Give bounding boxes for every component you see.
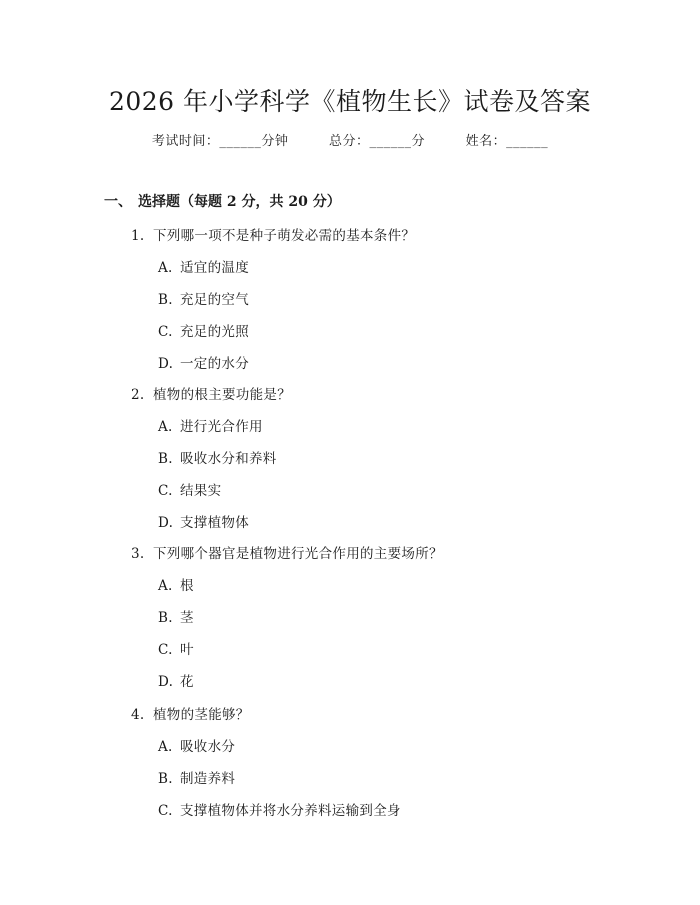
option-letter: A.	[158, 419, 173, 435]
question-text: 植物的根主要功能是？	[153, 387, 291, 403]
option-text: 吸收水分和养料	[180, 451, 277, 467]
page-title: 2026 年小学科学《植物生长》试卷及答案	[108, 87, 592, 116]
exam-time: 考试时间：______分钟	[151, 134, 289, 149]
option-text: 一定的水分	[180, 356, 249, 372]
exam-score: 总分：______分	[328, 134, 425, 149]
option-text: 支撑植物体并将水分养料运输到全身	[180, 803, 401, 819]
question-number: 1.	[131, 228, 145, 244]
question-2	[131, 383, 291, 403]
question-number: 4.	[131, 707, 145, 723]
option-text: 吸收水分	[180, 739, 236, 755]
option-3a	[158, 574, 194, 594]
option-letter: D.	[158, 515, 174, 531]
option-letter: B.	[158, 292, 173, 308]
option-1d	[158, 352, 249, 372]
option-4a	[158, 735, 235, 755]
option-letter: C.	[158, 483, 173, 499]
option-letter: B.	[158, 610, 173, 626]
section-heading	[104, 191, 341, 211]
option-1b	[158, 288, 249, 308]
option-text: 适宜的温度	[180, 260, 249, 276]
question-text: 下列哪个器官是植物进行光合作用的主要场所？	[153, 546, 443, 562]
question-number: 2.	[131, 387, 145, 403]
option-text: 叶	[180, 642, 194, 658]
option-4c	[158, 799, 401, 819]
question-1	[131, 224, 415, 244]
option-letter: D.	[158, 674, 174, 690]
option-text: 充足的光照	[180, 324, 249, 340]
option-letter: A.	[158, 739, 173, 755]
option-2d	[158, 511, 249, 531]
option-1c	[158, 320, 249, 340]
option-text: 根	[180, 578, 194, 594]
option-text: 充足的空气	[180, 292, 249, 308]
option-text: 结果实	[180, 483, 222, 499]
section-title: 选择题（每题 2 分，共 20 分）	[138, 194, 341, 210]
option-4b	[158, 767, 235, 787]
question-4	[131, 703, 250, 723]
option-2c	[158, 479, 221, 499]
option-letter: C.	[158, 642, 173, 658]
option-1a	[158, 256, 249, 276]
option-letter: D.	[158, 356, 174, 372]
option-2a	[158, 415, 263, 435]
question-3	[131, 542, 443, 562]
option-text: 茎	[180, 610, 194, 626]
option-letter: A.	[158, 578, 173, 594]
option-text: 进行光合作用	[180, 419, 263, 435]
option-text: 支撑植物体	[180, 515, 249, 531]
option-letter: A.	[158, 260, 173, 276]
exam-info	[0, 130, 700, 149]
option-3b	[158, 606, 194, 626]
option-letter: C.	[158, 803, 173, 819]
question-text: 植物的茎能够？	[153, 707, 250, 723]
option-text: 制造养料	[180, 771, 236, 787]
option-letter: B.	[158, 771, 173, 787]
option-2b	[158, 447, 277, 467]
option-3d	[158, 670, 194, 690]
section-number: 一、	[104, 194, 132, 210]
option-3c	[158, 638, 194, 658]
question-number: 3.	[131, 546, 145, 562]
question-text: 下列哪一项不是种子萌发必需的基本条件？	[153, 228, 416, 244]
option-letter: C.	[158, 324, 173, 340]
student-name: 姓名：______	[465, 134, 549, 149]
option-text: 花	[180, 674, 194, 690]
option-letter: B.	[158, 451, 173, 467]
